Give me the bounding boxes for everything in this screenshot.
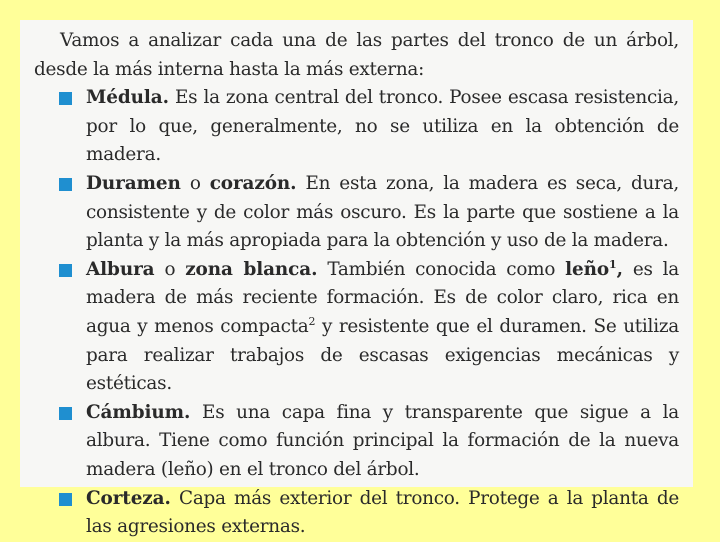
list-item-corteza — [34, 485, 679, 542]
keyword-leno-text: leño — [565, 258, 610, 280]
term-zona-blanca: zona blanca. — [185, 258, 318, 280]
scanned-text-page — [20, 20, 693, 538]
footnote-ref-2: 2 — [308, 314, 316, 328]
definition-cambium: Es una capa fina y transparente que sigue a la albura. Tiene como función principal la formación de la nueva madera (leño) en el tronco del árbol. — [86, 401, 679, 480]
list-item-duramen — [34, 170, 679, 256]
keyword-comma: , — [616, 258, 623, 280]
square-bullet-icon — [59, 407, 72, 420]
term-albura: Albura — [86, 258, 155, 280]
square-bullet-icon — [59, 264, 72, 277]
list-item-cambium — [34, 399, 679, 485]
square-bullet-icon — [59, 92, 72, 105]
footnote-ref-1: 1 — [609, 257, 617, 271]
list-item-albura — [34, 256, 679, 399]
term-duramen: Duramen — [86, 172, 181, 194]
keyword-leno — [565, 259, 623, 280]
term-connector: o — [189, 172, 201, 194]
term-corteza: Corteza. — [86, 487, 171, 509]
term-cambium: Cámbium. — [86, 401, 191, 423]
definition-corteza: Capa más exterior del tronco. Protege a la planta de las agresiones externas. — [86, 487, 679, 538]
intro-paragraph: Vamos a analizar cada una de las partes del tronco de un árbol, desde la más interna hasta la más externa: — [34, 30, 679, 80]
definition-albura-part3: y resistente que el duramen. Se utiliza para realizar trabajos de escasas exigencias mecánicas y estéticas. — [86, 315, 679, 395]
square-bullet-icon — [59, 493, 72, 506]
definition-albura-part2: es la madera de más reciente formación. Es de color claro, rica en agua y menos compacta — [86, 258, 679, 337]
definition-duramen: En esta zona, la madera es seca, dura, consistente y de color más oscuro. Es la parte que sostiene a la planta y la más apropiada para la obtención y uso de la madera. — [86, 172, 679, 252]
definition-medula: Es la zona central del tronco. Posee escasa resistencia, por lo que, generalmente, no se utiliza en la obtención de madera. — [86, 87, 679, 166]
square-bullet-icon — [59, 178, 72, 191]
term-connector: o — [164, 258, 176, 280]
list-item-medula — [34, 84, 679, 170]
term-corazon: corazón. — [209, 172, 297, 194]
definition-albura-part1: También conocida como — [327, 258, 556, 280]
term-medula: Médula. — [86, 87, 169, 109]
